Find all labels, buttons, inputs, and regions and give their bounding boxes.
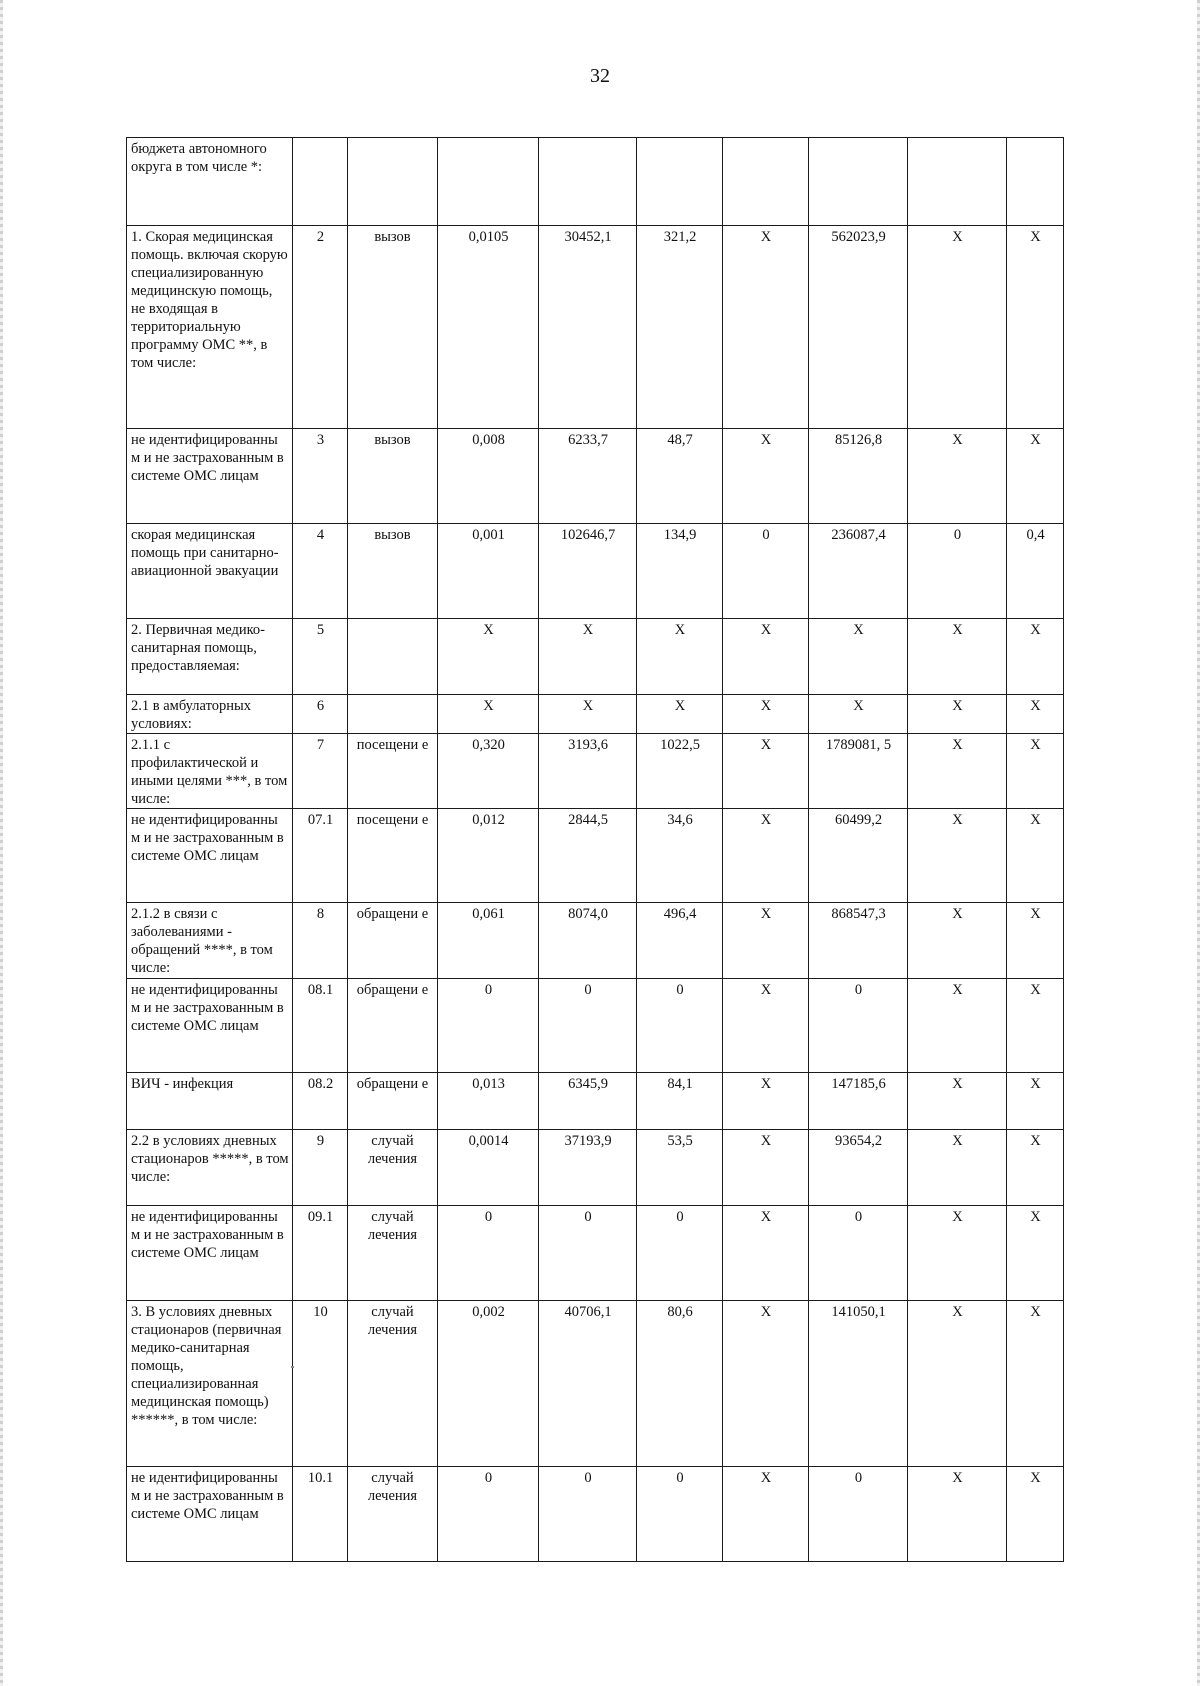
cell-budget-total: 93654,2 xyxy=(809,1130,908,1206)
page-number: 32 xyxy=(590,65,610,87)
cell-line-no: 3 xyxy=(293,429,348,524)
cell-budget-total: 0 xyxy=(809,979,908,1073)
table-row xyxy=(127,138,1064,226)
row-name-cell: 2.2 в условиях дневных стационаров *****, в том числе: xyxy=(127,1130,293,1206)
cell-per-capita-oms: X xyxy=(723,1130,809,1206)
cell-share: X xyxy=(1007,1130,1064,1206)
cell-budget-total: 0 xyxy=(809,1467,908,1562)
row-name-cell: 1. Скорая медицинская помощь. включая скорую специализированную медицинскую помощь, не входящая в территориальную программу ОМС **, в том числе: xyxy=(127,226,293,429)
cell-oms-total xyxy=(908,138,1007,226)
cell-per-capita-budget: 1022,5 xyxy=(637,734,723,809)
scan-speck xyxy=(291,1366,294,1368)
cell-unit xyxy=(348,138,438,226)
cell-share: X xyxy=(1007,1467,1064,1562)
cell-cost: 40706,1 xyxy=(539,1301,637,1467)
cell-oms-total: X xyxy=(908,619,1007,695)
cell-unit: обращени е xyxy=(348,979,438,1073)
cell-budget-total xyxy=(809,138,908,226)
cell-budget-total: 236087,4 xyxy=(809,524,908,619)
table-row xyxy=(127,619,1064,695)
cell-line-no: 08.1 xyxy=(293,979,348,1073)
cell-unit: обращени е xyxy=(348,903,438,979)
cell-volume: X xyxy=(438,695,539,734)
cell-volume: 0,013 xyxy=(438,1073,539,1130)
cell-per-capita-oms: X xyxy=(723,903,809,979)
table-row xyxy=(127,1130,1064,1206)
cell-line-no: 9 xyxy=(293,1130,348,1206)
cell-oms-total: X xyxy=(908,903,1007,979)
cell-volume: 0,0014 xyxy=(438,1130,539,1206)
table-row xyxy=(127,1206,1064,1301)
cell-budget-total: 868547,3 xyxy=(809,903,908,979)
table-row xyxy=(127,226,1064,429)
cell-per-capita-budget: 80,6 xyxy=(637,1301,723,1467)
cell-per-capita-oms: X xyxy=(723,695,809,734)
cell-line-no: 5 xyxy=(293,619,348,695)
table-row xyxy=(127,429,1064,524)
cell-cost: 30452,1 xyxy=(539,226,637,429)
cell-volume: 0,002 xyxy=(438,1301,539,1467)
cell-per-capita-oms: X xyxy=(723,429,809,524)
cell-unit: вызов xyxy=(348,226,438,429)
cell-cost: 8074,0 xyxy=(539,903,637,979)
cell-budget-total: 0 xyxy=(809,1206,908,1301)
cell-per-capita-budget xyxy=(637,138,723,226)
cell-share: X xyxy=(1007,1073,1064,1130)
row-name-cell: не идентифицированны м и не застрахованным в системе ОМС лицам xyxy=(127,429,293,524)
cell-volume: 0,061 xyxy=(438,903,539,979)
cell-unit xyxy=(348,695,438,734)
cell-line-no: 4 xyxy=(293,524,348,619)
cell-oms-total: X xyxy=(908,1301,1007,1467)
cell-budget-total: 85126,8 xyxy=(809,429,908,524)
cell-cost: 0 xyxy=(539,979,637,1073)
cell-cost: 6233,7 xyxy=(539,429,637,524)
cell-oms-total: X xyxy=(908,1467,1007,1562)
row-name-cell: не идентифицированны м и не застрахованным в системе ОМС лицам xyxy=(127,809,293,903)
cell-cost: 3193,6 xyxy=(539,734,637,809)
cell-unit: случай лечения xyxy=(348,1467,438,1562)
table-row xyxy=(127,1301,1064,1467)
table-row xyxy=(127,979,1064,1073)
cell-unit: вызов xyxy=(348,524,438,619)
cell-budget-total: 147185,6 xyxy=(809,1073,908,1130)
row-name-cell: 2. Первичная медико-санитарная помощь, предоставляемая: xyxy=(127,619,293,695)
cell-share: X xyxy=(1007,903,1064,979)
cell-per-capita-budget: 321,2 xyxy=(637,226,723,429)
cell-volume: 0,012 xyxy=(438,809,539,903)
cell-per-capita-oms: X xyxy=(723,226,809,429)
cell-per-capita-oms: X xyxy=(723,1073,809,1130)
cell-per-capita-oms: X xyxy=(723,1301,809,1467)
cell-unit: случай лечения xyxy=(348,1301,438,1467)
cell-line-no: 8 xyxy=(293,903,348,979)
cell-line-no: 2 xyxy=(293,226,348,429)
row-name-cell: 3. В условиях дневных стационаров (первичная медико-санитарная помощь, специализированная медицинская помощь) ******, в том числе: xyxy=(127,1301,293,1467)
cell-per-capita-budget: 496,4 xyxy=(637,903,723,979)
cell-per-capita-budget: X xyxy=(637,695,723,734)
cell-unit: случай лечения xyxy=(348,1206,438,1301)
cell-unit: обращени е xyxy=(348,1073,438,1130)
cell-line-no xyxy=(293,138,348,226)
cell-per-capita-oms: X xyxy=(723,1206,809,1301)
cell-line-no: 7 xyxy=(293,734,348,809)
cell-share: X xyxy=(1007,226,1064,429)
cell-oms-total: X xyxy=(908,429,1007,524)
cell-per-capita-budget: 48,7 xyxy=(637,429,723,524)
cell-oms-total: X xyxy=(908,1130,1007,1206)
table-row xyxy=(127,524,1064,619)
cell-cost xyxy=(539,138,637,226)
cell-share: X xyxy=(1007,734,1064,809)
cell-budget-total: 60499,2 xyxy=(809,809,908,903)
cell-oms-total: X xyxy=(908,1073,1007,1130)
row-name-cell: 2.1.1 с профилактической и иными целями ***, в том числе: xyxy=(127,734,293,809)
cell-oms-total: X xyxy=(908,809,1007,903)
cell-per-capita-oms: X xyxy=(723,619,809,695)
cell-share: X xyxy=(1007,619,1064,695)
table-row xyxy=(127,809,1064,903)
cell-cost: 102646,7 xyxy=(539,524,637,619)
cell-budget-total: 141050,1 xyxy=(809,1301,908,1467)
cell-per-capita-budget: 134,9 xyxy=(637,524,723,619)
cell-cost: 37193,9 xyxy=(539,1130,637,1206)
cell-per-capita-budget: 0 xyxy=(637,1467,723,1562)
cell-volume: 0,320 xyxy=(438,734,539,809)
table-row xyxy=(127,695,1064,734)
cell-per-capita-budget: 0 xyxy=(637,979,723,1073)
cell-volume: 0 xyxy=(438,1467,539,1562)
cell-line-no: 08.2 xyxy=(293,1073,348,1130)
cell-budget-total: X xyxy=(809,619,908,695)
cell-unit xyxy=(348,619,438,695)
cell-cost: 6345,9 xyxy=(539,1073,637,1130)
table-row xyxy=(127,1073,1064,1130)
cell-oms-total: X xyxy=(908,734,1007,809)
row-name-cell: не идентифицированны м и не застрахованным в системе ОМС лицам xyxy=(127,979,293,1073)
cell-per-capita-oms: X xyxy=(723,809,809,903)
row-name-cell: не идентифицированны м и не застрахованным в системе ОМС лицам xyxy=(127,1206,293,1301)
row-name-cell: 2.1 в амбулаторных условиях: xyxy=(127,695,293,734)
cell-cost: 2844,5 xyxy=(539,809,637,903)
cell-budget-total: X xyxy=(809,695,908,734)
cell-oms-total: X xyxy=(908,695,1007,734)
cell-per-capita-budget: 53,5 xyxy=(637,1130,723,1206)
cell-share: X xyxy=(1007,1301,1064,1467)
cell-volume: 0 xyxy=(438,1206,539,1301)
cell-cost: 0 xyxy=(539,1467,637,1562)
cell-volume: X xyxy=(438,619,539,695)
cell-per-capita-oms xyxy=(723,138,809,226)
cell-share: X xyxy=(1007,809,1064,903)
cell-unit: посещени е xyxy=(348,734,438,809)
table-row xyxy=(127,1467,1064,1562)
cell-per-capita-budget: 34,6 xyxy=(637,809,723,903)
data-table xyxy=(126,137,1064,1562)
row-name-cell: 2.1.2 в связи с заболеваниями - обращений ****, в том числе: xyxy=(127,903,293,979)
cell-volume: 0 xyxy=(438,979,539,1073)
cell-per-capita-budget: 84,1 xyxy=(637,1073,723,1130)
cell-cost: 0 xyxy=(539,1206,637,1301)
row-name-cell: не идентифицированны м и не застрахованным в системе ОМС лицам xyxy=(127,1467,293,1562)
cell-per-capita-oms: X xyxy=(723,1467,809,1562)
cell-share: 0,4 xyxy=(1007,524,1064,619)
row-name-cell: скорая медицинская помощь при санитарно-авиационной эвакуации xyxy=(127,524,293,619)
cell-share: X xyxy=(1007,429,1064,524)
cell-unit: вызов xyxy=(348,429,438,524)
scan-left-edge xyxy=(0,0,3,1686)
cell-line-no: 10.1 xyxy=(293,1467,348,1562)
row-name-cell: бюджета автономного округа в том числе *: xyxy=(127,138,293,226)
cell-cost: X xyxy=(539,619,637,695)
cell-oms-total: X xyxy=(908,226,1007,429)
cell-unit: посещени е xyxy=(348,809,438,903)
cell-volume: 0,001 xyxy=(438,524,539,619)
table-row xyxy=(127,903,1064,979)
cell-volume: 0,0105 xyxy=(438,226,539,429)
cell-line-no: 6 xyxy=(293,695,348,734)
cell-volume: 0,008 xyxy=(438,429,539,524)
table-row xyxy=(127,734,1064,809)
cell-oms-total: 0 xyxy=(908,524,1007,619)
cell-line-no: 10 xyxy=(293,1301,348,1467)
cell-per-capita-oms: X xyxy=(723,979,809,1073)
cell-per-capita-oms: X xyxy=(723,734,809,809)
cell-share xyxy=(1007,138,1064,226)
cell-budget-total: 1789081, 5 xyxy=(809,734,908,809)
cell-budget-total: 562023,9 xyxy=(809,226,908,429)
cell-line-no: 07.1 xyxy=(293,809,348,903)
cell-oms-total: X xyxy=(908,979,1007,1073)
cell-unit: случай лечения xyxy=(348,1130,438,1206)
cell-per-capita-budget: X xyxy=(637,619,723,695)
cell-oms-total: X xyxy=(908,1206,1007,1301)
cell-line-no: 09.1 xyxy=(293,1206,348,1301)
cell-share: X xyxy=(1007,979,1064,1073)
row-name-cell: ВИЧ - инфекция xyxy=(127,1073,293,1130)
cell-volume xyxy=(438,138,539,226)
cell-cost: X xyxy=(539,695,637,734)
cell-share: X xyxy=(1007,1206,1064,1301)
cell-per-capita-oms: 0 xyxy=(723,524,809,619)
cell-per-capita-budget: 0 xyxy=(637,1206,723,1301)
cell-share: X xyxy=(1007,695,1064,734)
